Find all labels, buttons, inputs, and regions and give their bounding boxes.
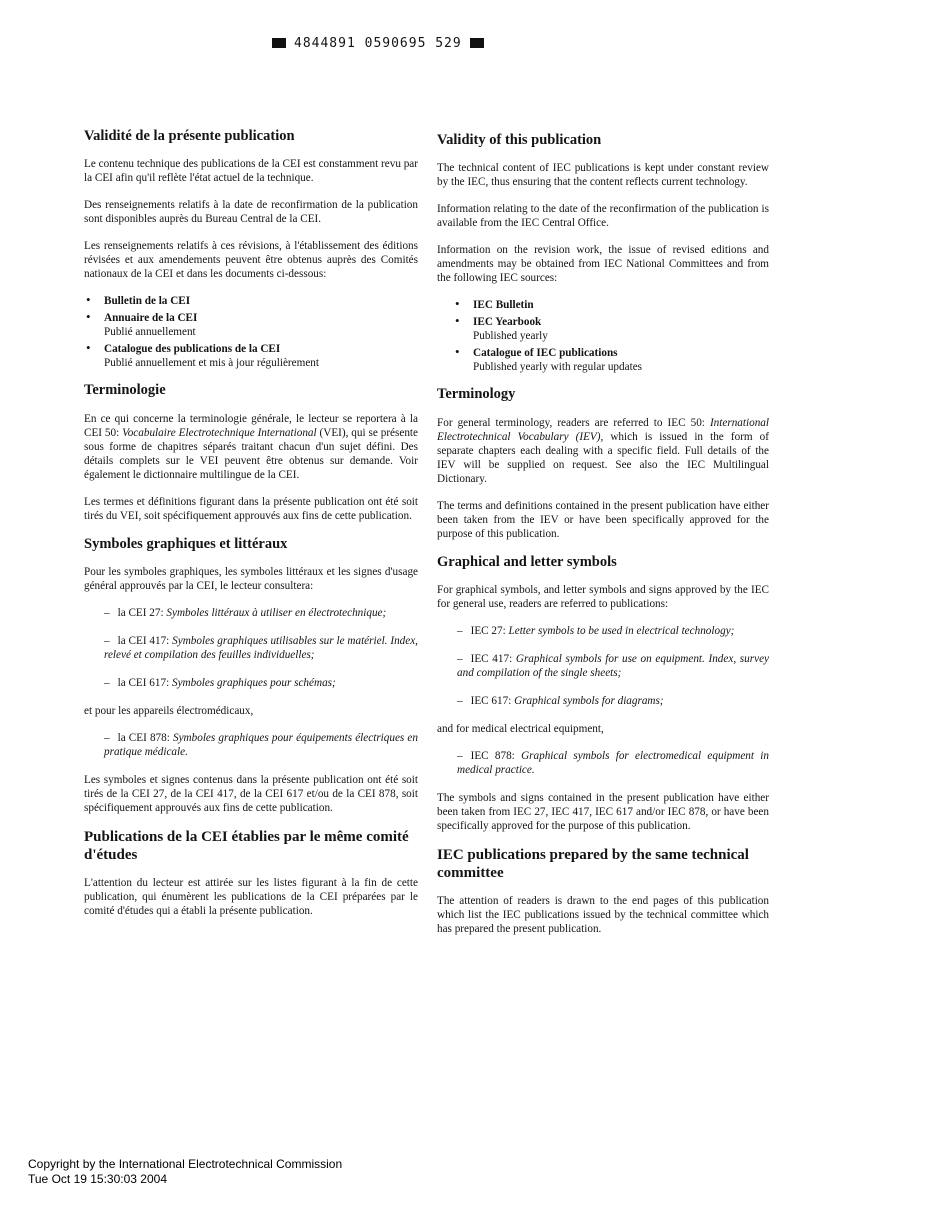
barcode-block-right bbox=[470, 38, 484, 48]
list-item bbox=[84, 311, 418, 339]
copyright-line: Copyright by the International Electrotechnical Commission bbox=[28, 1157, 343, 1171]
dash: – bbox=[457, 653, 463, 666]
fr-medical-intro: et pour les appareils électromédicaux, bbox=[84, 705, 254, 718]
fr-ref-27 bbox=[104, 606, 418, 620]
ref-code: IEC 27: bbox=[470, 625, 509, 638]
vocabulary-title: Vocabulaire Electrotechnique International bbox=[122, 426, 317, 439]
document-id-code bbox=[272, 34, 512, 52]
en-publications-p: The attention of readers is drawn to the end pages of this publication which list the IEC publications issued by the technical committee which has prepared the present publication. bbox=[437, 895, 769, 936]
list-item-subtitle: Published yearly with regular updates bbox=[473, 361, 643, 374]
ref-title: Graphical symbols for use on equipment. Index, survey and compilation of the single sheets; bbox=[457, 653, 769, 680]
dash: – bbox=[104, 635, 110, 648]
ref-code: la CEI 27: bbox=[117, 607, 167, 620]
en-validity-p2: Information relating to the date of the reconfirmation of the publication is available from the IEC Central Office. bbox=[437, 203, 769, 230]
text-span: (VEI), qui se présente sous forme de chapitres séparés traitant chacun d'un sujet défini. Des détails complets sur le VEI peuvent être obtenus sur demande. Voir également le dictionnaire multilingue de la CEI. bbox=[84, 426, 418, 481]
ref-title: Graphical symbols for electromedical equipment in medical practice. bbox=[457, 750, 769, 777]
ref-title: Symboles graphiques utilisables sur le matériel. Index, relevé et compilation des feuilles individuelles; bbox=[104, 635, 418, 662]
dash: – bbox=[457, 625, 463, 638]
list-item-title: Bulletin de la CEI bbox=[104, 295, 191, 308]
dash: – bbox=[104, 607, 110, 620]
en-ref-27 bbox=[457, 624, 769, 638]
list-item-title: Annuaire de la CEI bbox=[104, 312, 198, 325]
en-ref-878 bbox=[457, 749, 769, 777]
text-span: En ce qui concerne la terminologie générale, le lecteur se reportera à la CEI 50: bbox=[84, 412, 418, 439]
fr-terminology-p1 bbox=[84, 412, 418, 482]
fr-terminology-title: Terminologie bbox=[84, 382, 166, 399]
ref-code: la CEI 878: bbox=[117, 732, 173, 745]
fr-ref-878 bbox=[104, 731, 418, 759]
list-item-title: IEC Yearbook bbox=[473, 316, 542, 329]
barcode-block-left bbox=[272, 38, 286, 48]
en-ref-417 bbox=[457, 652, 769, 680]
document-id-text: 4844891 0590695 529 bbox=[294, 35, 462, 51]
dash: – bbox=[457, 695, 463, 708]
fr-publications-p: L'attention du lecteur est attirée sur les listes figurant à la fin de cette publication, qui énumèrent les publications de la CEI préparées par le comité d'études qui a établi la présente publication. bbox=[84, 877, 418, 918]
list-item-subtitle: Publié annuellement bbox=[104, 326, 196, 339]
vocabulary-title: International Electrotechnical Vocabulary (IEV) bbox=[437, 416, 769, 443]
en-symbols-p2: The symbols and signs contained in the present publication have either been taken from IEC 27, IEC 417, IEC 617 and/or IEC 878, or have been specifically approved for the purpose of this publication. bbox=[437, 792, 769, 833]
fr-terminology-p2: Les termes et définitions figurant dans la présente publication ont été soit tirés du VEI, soit spécifiquement approuvés aux fins de cette publication. bbox=[84, 495, 418, 522]
ref-code: la CEI 417: bbox=[117, 635, 173, 648]
en-terminology-p1 bbox=[437, 416, 769, 486]
fr-validity-p3: Les renseignements relatifs à ces révisions, à l'établissement des éditions révisées et aux amendements peuvent être obtenus auprès des Comités nationaux de la CEI et dans les documents ci-dessous: bbox=[84, 240, 418, 281]
fr-sources-list bbox=[84, 294, 418, 370]
list-item-title: IEC Bulletin bbox=[473, 299, 534, 312]
fr-ref-617 bbox=[104, 676, 418, 690]
list-item bbox=[84, 342, 418, 370]
copyright-footer bbox=[28, 1157, 342, 1187]
dash: – bbox=[104, 677, 110, 690]
en-ref-617 bbox=[457, 694, 769, 708]
ref-title: Symboles littéraux à utiliser en électrotechnique; bbox=[166, 607, 387, 620]
english-column bbox=[437, 132, 769, 949]
list-item-subtitle: Published yearly bbox=[473, 330, 548, 343]
fr-symbols-title: Symboles graphiques et littéraux bbox=[84, 535, 288, 552]
fr-validity-p1: Le contenu technique des publications de la CEI est constamment revu par la CEI afin qu'il reflète l'état actuel de la technique. bbox=[84, 158, 418, 185]
fr-publications-title: Publications de la CEI établies par le même comité d'études bbox=[84, 829, 409, 864]
fr-validity-p2: Des renseignements relatifs à la date de reconfirmation de la publication sont disponibles auprès du Bureau Central de la CEI. bbox=[84, 199, 418, 226]
ref-code: IEC 417: bbox=[470, 653, 516, 666]
bullet-icon: • bbox=[455, 344, 460, 360]
en-terminology-title: Terminology bbox=[437, 386, 516, 403]
list-item-title: Catalogue of IEC publications bbox=[473, 347, 618, 360]
list-item bbox=[453, 298, 769, 312]
fr-symbols-p2: Les symboles et signes contenus dans la présente publication ont été soit tirés de la CEI 27, de la CEI 417, de la CEI 617 et/ou de la CEI 878, soit spécifiquement approuvés aux fins de cette publication. bbox=[84, 774, 418, 815]
ref-title: Graphical symbols for diagrams; bbox=[514, 695, 664, 708]
en-sources-list bbox=[453, 298, 769, 374]
ref-title: Symboles graphiques pour équipements électriques en pratique médicale. bbox=[104, 732, 418, 759]
bullet-icon: • bbox=[86, 292, 91, 308]
dash: – bbox=[104, 732, 110, 745]
en-terminology-p2: The terms and definitions contained in the present publication have either been taken from the IEV or have been specifically approved for the purpose of this publication. bbox=[437, 499, 769, 540]
bullet-icon: • bbox=[455, 296, 460, 312]
list-item bbox=[453, 346, 769, 374]
fr-symbols-p1: Pour les symboles graphiques, les symboles littéraux et les signes d'usage général approuvés par la CEI, le lecteur consultera: bbox=[84, 566, 418, 593]
fr-validity-title: Validité de la présente publication bbox=[84, 128, 295, 144]
list-item-subtitle: Publié annuellement et mis à jour régulièrement bbox=[104, 357, 319, 370]
en-medical-intro: and for medical electrical equipment, bbox=[437, 723, 604, 736]
ref-code: IEC 878: bbox=[470, 750, 522, 763]
text-span: For general terminology, readers are referred to IEC 50: bbox=[437, 416, 710, 429]
ref-code: la CEI 617: bbox=[117, 677, 172, 690]
ref-code: IEC 617: bbox=[470, 695, 515, 708]
en-symbols-title: Graphical and letter symbols bbox=[437, 553, 617, 570]
bullet-icon: • bbox=[86, 309, 91, 325]
en-symbols-p1: For graphical symbols, and letter symbols and signs approved by the IEC for general use, readers are referred to publications: bbox=[437, 584, 769, 611]
dash: – bbox=[457, 750, 463, 763]
bullet-icon: • bbox=[455, 313, 460, 329]
timestamp-line: Tue Oct 19 15:30:03 2004 bbox=[28, 1172, 167, 1186]
en-publications-title: IEC publications prepared by the same technical committee bbox=[437, 847, 749, 882]
list-item bbox=[453, 315, 769, 343]
french-column bbox=[84, 128, 418, 931]
text-span: , which is issued in the form of separate chapters each dealing with a specific field. Full details of the IEV will be supplied on request. See also the IEC Multilingual Dictionary. bbox=[437, 430, 769, 485]
list-item bbox=[84, 294, 418, 308]
list-item-title: Catalogue des publications de la CEI bbox=[104, 343, 281, 356]
bullet-icon: • bbox=[86, 340, 91, 356]
fr-ref-417 bbox=[104, 634, 418, 662]
ref-title: Letter symbols to be used in electrical technology; bbox=[508, 625, 735, 638]
en-validity-p3: Information on the revision work, the issue of revised editions and amendments may be obtained from IEC National Committees and from the following IEC sources: bbox=[437, 244, 769, 285]
en-validity-title: Validity of this publication bbox=[437, 132, 602, 148]
ref-title: Symboles graphiques pour schémas; bbox=[171, 677, 336, 690]
en-validity-p1: The technical content of IEC publications is kept under constant review by the IEC, thus ensuring that the content reflects current technology. bbox=[437, 162, 769, 189]
